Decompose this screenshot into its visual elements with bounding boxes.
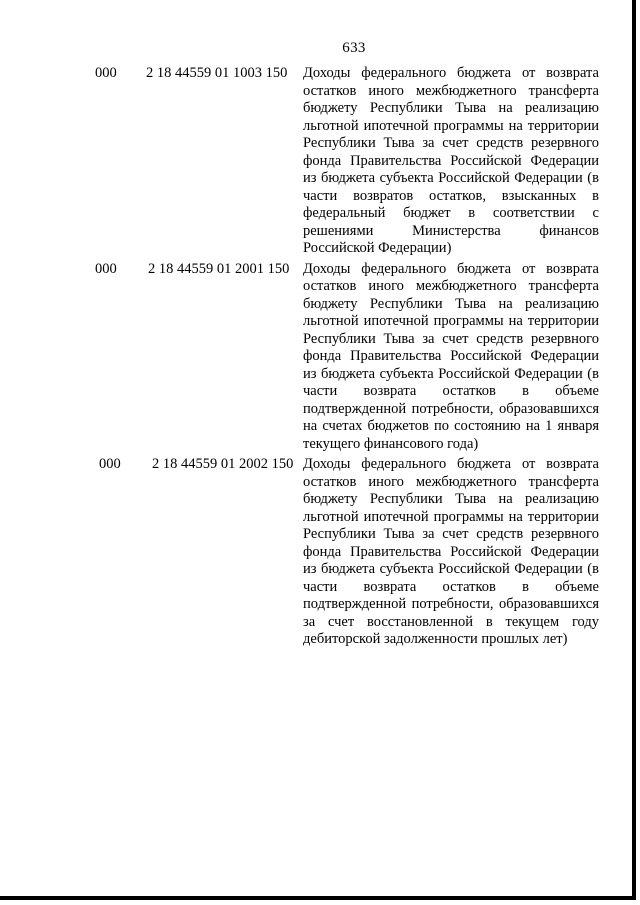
budget-classification-code: 2 18 44559 01 2002 150 <box>152 456 294 472</box>
administrator-code: 000 <box>95 260 117 277</box>
budget-classification-code: 2 18 44559 01 2001 150 <box>148 260 290 277</box>
administrator-code: 000 <box>95 65 117 81</box>
income-codes-table <box>0 65 640 649</box>
income-description: Доходы федерального бюджета от возврата остатков иного межбюджетного трансферта бюджету Республики Тыва на реализацию льготной ипотечной программы на территории Республики Тыва за счет средств резервного фонда Правительства Российской Федерации из бюджета субъекта Российской Федерации (в части возвратов остатков, взысканных в федеральный бюджет в соответствии с решениями Министерства финансов Российской Федерации) <box>303 65 599 256</box>
administrator-code: 000 <box>99 456 121 472</box>
page-number: 633 <box>342 40 366 56</box>
table-row <box>0 261 640 454</box>
table-row <box>0 456 640 649</box>
table-row <box>0 65 640 258</box>
income-description: Доходы федерального бюджета от возврата остатков иного межбюджетного трансферта бюджету Республики Тыва на реализацию льготной ипотечной программы на территории Республики Тыва за счет средств резервного фонда Правительства Российской Федерации из бюджета субъекта Российской Федерации (в части возврата остатков в объеме подтвержденной потребности, образовавшихся на счетах бюджетов по состоянию на 1 января текущего финансового года) <box>303 260 599 452</box>
income-description: Доходы федерального бюджета от возврата остатков иного межбюджетного трансферта бюджету Республики Тыва на реализацию льготной ипотечной программы на территории Республики Тыва за счет средств резервного фонда Правительства Российской Федерации из бюджета субъекта Российской Федерации (в части возврата остатков в объеме подтвержденной потребности, образовавшихся за счет восстановленной в текущем году дебиторской задолженности прошлых лет) <box>303 456 599 647</box>
budget-classification-code: 2 18 44559 01 1003 150 <box>146 65 288 81</box>
